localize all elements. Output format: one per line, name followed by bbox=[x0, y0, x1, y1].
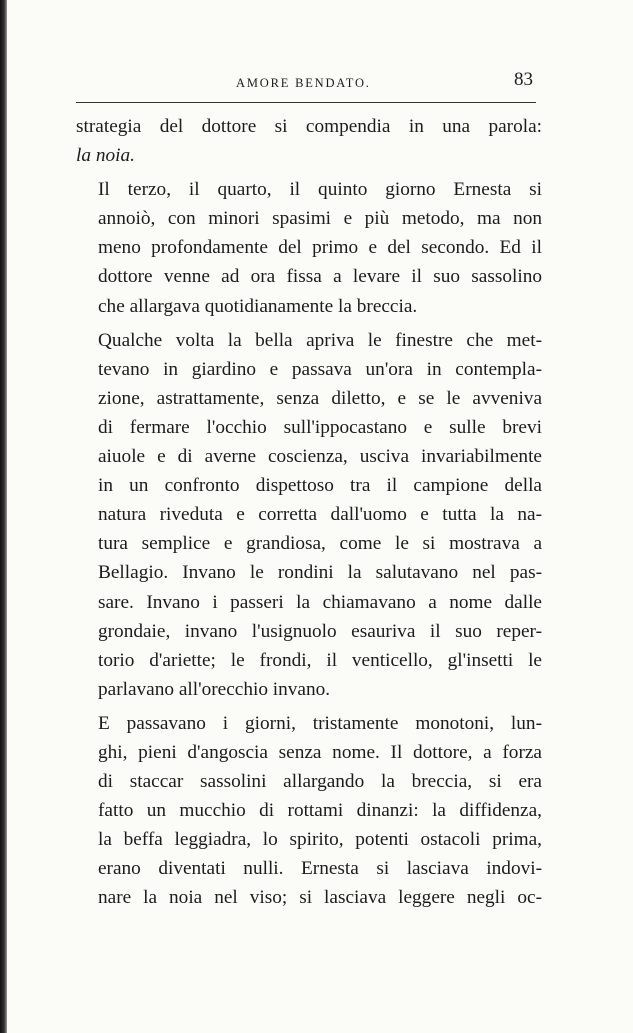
text-line: che allargava quotidianamente la breccia. bbox=[98, 295, 418, 317]
text-line: di fermare l'occhio sull'ippocastano e sulle brevi bbox=[98, 416, 542, 438]
text-line: tevano in giardino e passava un'ora in contempla- bbox=[98, 358, 542, 380]
paragraph bbox=[76, 112, 542, 170]
text-line: di staccar sassolini allargando la breccia, si era bbox=[98, 771, 542, 793]
text-line: sare. Invano i passeri la chiamavano a nome dalle bbox=[98, 591, 542, 613]
text-line: Il terzo, il quarto, il quinto giorno Ernesta si bbox=[98, 179, 542, 201]
text-line: annoiò, con minori spasimi e più metodo, ma non bbox=[98, 208, 542, 230]
running-title: AMORE BENDATO. bbox=[236, 76, 371, 90]
text-line: Bellagio. Invano le rondini la salutavano nel pas- bbox=[98, 562, 542, 584]
text-line: tura semplice e grandiosa, come le si mostrava a bbox=[98, 533, 542, 555]
text-line: meno profondamente del primo e del secondo. Ed il bbox=[98, 237, 542, 259]
paragraph bbox=[76, 175, 542, 320]
text-line: E passavano i giorni, tristamente monotoni, lun- bbox=[98, 712, 542, 734]
text-line: ghi, pieni d'angoscia senza nome. Il dottore, a forza bbox=[98, 741, 542, 763]
text-line: la beffa leggiadra, lo spirito, potenti ostacoli prima, bbox=[98, 829, 542, 851]
page-spine-shadow bbox=[0, 0, 7, 1033]
page-number: 83 bbox=[514, 69, 533, 90]
text-line: zione, astrattamente, senza diletto, e se le avveniva bbox=[98, 387, 542, 409]
text-line: natura riveduta e corretta dall'uomo e tutta la na- bbox=[98, 504, 542, 526]
text-line: nare la noia nel viso; si lasciava leggere negli oc- bbox=[98, 887, 542, 909]
text-line: la noia. bbox=[76, 145, 135, 167]
text-line: Qualche volta la bella apriva le finestre che met- bbox=[98, 329, 542, 351]
header-rule bbox=[76, 102, 536, 103]
text-line: fatto un mucchio di rottami dinanzi: la diffidenza, bbox=[98, 800, 542, 822]
text-line: dottore venne ad ora fissa a levare il suo sassolino bbox=[98, 266, 542, 288]
text-line: strategia del dottore si compendia in una parola: bbox=[76, 116, 542, 137]
body-text bbox=[76, 112, 542, 918]
text-line: parlavano all'orecchio invano. bbox=[98, 678, 331, 700]
paragraph bbox=[76, 326, 542, 704]
text-line: in un confronto dispettoso tra il campione della bbox=[98, 475, 542, 497]
text-line: grondaie, invano l'usignuolo esauriva il suo reper- bbox=[98, 620, 542, 642]
paragraph bbox=[76, 709, 542, 913]
text-line: torio d'ariette; le frondi, il venticello, gl'insetti le bbox=[98, 649, 542, 671]
text-line: erano diventati nulli. Ernesta si lasciava indovi- bbox=[98, 858, 542, 880]
text-line: aiuole e di averne coscienza, usciva invariabilmente bbox=[98, 446, 542, 468]
